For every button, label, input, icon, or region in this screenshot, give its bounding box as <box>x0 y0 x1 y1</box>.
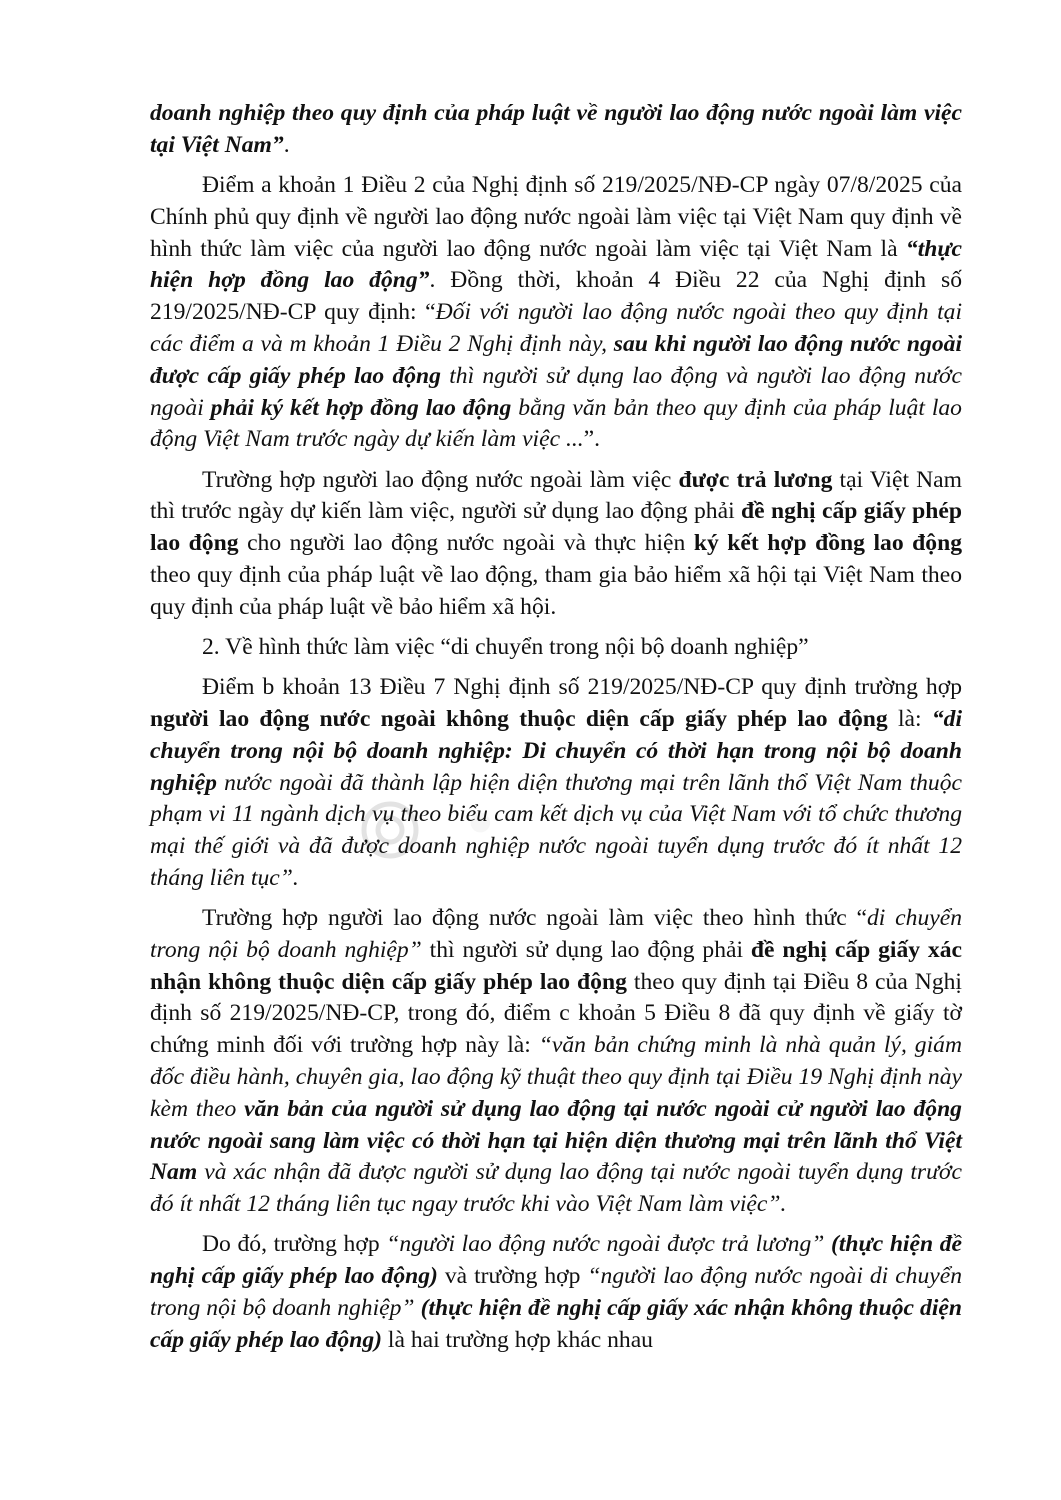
text-segment: sau khi người lao động nước ngoài được cấp giấy phép lao động <box>150 330 962 389</box>
text-segment: “người lao động nước ngoài di chuyển trong nội bộ doanh nghiệp” <box>150 1263 962 1322</box>
text-segment: người lao động nước ngoài không thuộc diện cấp giấy phép lao động <box>150 705 888 732</box>
text-segment: Điểm a khoản 1 Điều 2 của Nghị định số 219/2025/NĐ-CP ngày 07/8/2025 của Chính phủ quy định về người lao động nước ngoài làm việc tại Việt Nam quy định về hình thức làm việc của người lao động nước ngoài làm việc tại Việt Nam là <box>150 171 962 262</box>
text-segment: đề nghị cấp giấy xác nhận không thuộc diện cấp giấy phép lao động <box>150 936 962 995</box>
paragraph <box>150 672 962 895</box>
paragraph <box>150 903 962 1221</box>
text-segment: đề nghị cấp giấy phép lao động <box>150 498 962 557</box>
text-segment: Do đó, trường hợp <box>202 1231 387 1258</box>
text-segment: phải ký kết hợp đồng lao động <box>210 394 512 421</box>
text-segment: . Đồng thời, khoản 4 Điều 22 của Nghị định số 219/2025/NĐ-CP quy định: “ <box>150 267 962 326</box>
text-segment: và trường hợp <box>437 1263 588 1290</box>
text-segment: “di chuyển trong nội bộ doanh nghiệp: Di chuyển có thời hạn trong nội bộ doanh nghiệp <box>150 705 962 796</box>
text-segment: doanh nghiệp theo quy định của pháp luật về người lao động nước ngoài làm việc tại Việt Nam” <box>150 100 962 158</box>
text-segment: . <box>283 131 290 158</box>
text-segment: Trường hợp người lao động nước ngoài làm việc <box>202 466 679 493</box>
paragraph <box>150 170 962 456</box>
paragraph <box>150 98 962 162</box>
paragraph <box>150 465 962 624</box>
text-segment: (thực hiện đề nghị cấp giấy phép lao động) <box>150 1231 963 1290</box>
svg-text:·: · <box>425 756 535 888</box>
text-segment: và xác nhận đã được người sử dụng lao động tại nước ngoài tuyển dụng trước đó ít nhất 12 tháng liên tục ngay trước khi vào Việt Nam làm việc”. <box>150 1159 962 1218</box>
text-segment: tại Việt Nam thì trước ngày dự kiến làm việc, người sử dụng lao động phải <box>150 466 962 525</box>
text-segment: là: <box>887 705 932 732</box>
text-segment: 2. Về hình thức làm việc “di chuyển trong nội bộ doanh nghiệp” <box>202 633 809 660</box>
section-heading <box>150 632 962 664</box>
text-segment: di chuyển trong nội bộ doanh nghiệp” <box>150 905 962 963</box>
text-segment: (thực hiện đề nghị cấp giấy xác nhận không thuộc diện cấp giấy phép lao động) <box>150 1295 962 1353</box>
text-segment: văn bản của người sử dụng lao động tại nước ngoài cử người lao động nước ngoài sang làm việc có thời hạn tại hiện diện thương mại trên lãnh thổ Việt Nam <box>150 1095 962 1186</box>
text-segment: ký kết hợp đồng lao động <box>693 530 962 557</box>
document-body <box>150 98 962 1365</box>
text-segment: là hai trường hợp khác nhau <box>382 1326 653 1353</box>
text-segment: theo quy định của pháp luật về lao động, tham gia bảo hiểm xã hội tại Việt Nam theo quy định của pháp luật về bảo hiểm xã hội. <box>150 561 962 620</box>
text-segment: bằng văn bản theo quy định của pháp luật lao động Việt Nam trước ngày dự kiến làm việc ... <box>150 394 962 453</box>
text-segment: “văn bản chứng minh là nhà quản lý, giám đốc điều hành, chuyên gia, lao động kỹ thuật theo quy định tại Điều 19 Nghị định này kèm theo <box>150 1032 962 1122</box>
text-segment: Đối với người lao động nước ngoài theo quy định tại các điểm a và m khoản 1 Điều 2 Nghị định này, <box>150 299 963 357</box>
text-segment: ”. <box>583 426 601 453</box>
text-segment: cho người lao động nước ngoài và thực hiện <box>238 530 694 557</box>
paragraph <box>150 1229 962 1356</box>
text-segment: được trả lương <box>678 466 833 493</box>
text-segment: “thực hiện hợp đồng lao động” <box>150 235 962 294</box>
text-segment: Trường hợp người lao động nước ngoài làm việc theo hình thức “ <box>202 905 867 932</box>
text-segment: nước ngoài đã thành lập hiện diện thương mại trên lãnh thổ Việt Nam thuộc phạm vi 11 ngành dịch vụ theo biểu cam kết dịch vụ của Việt Nam với tổ chức thương mại thế giới và đã được doanh nghiệp nước ngoài tuyển dụng trước đó ít nhất 12 tháng liên tục”. <box>150 769 962 891</box>
text-segment: Điểm b khoản 13 Điều 7 Nghị định số 219/2025/NĐ-CP quy định trường hợp <box>202 674 962 701</box>
text-segment: theo quy định tại Điều 8 của Nghị định số 219/2025/NĐ-CP, trong đó, điểm c khoản 5 Điều 8 đã quy định về giấy tờ chứng minh đối với trường hợp này là: <box>150 968 962 1059</box>
text-segment: thì người sử dụng lao động và người lao động nước ngoài <box>150 362 962 421</box>
text-segment: “người lao động nước ngoài được trả lương” <box>386 1231 825 1258</box>
text-segment: thì người sử dụng lao động phải <box>421 936 751 963</box>
